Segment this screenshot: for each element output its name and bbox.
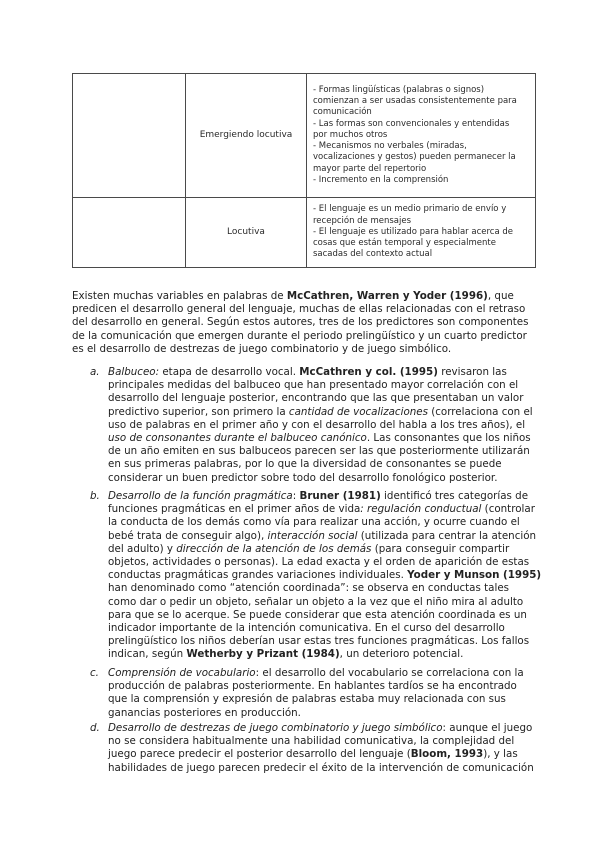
citation: McCathren y col. (1995) (299, 366, 438, 378)
stage-description-cell (307, 198, 536, 268)
stage-name-cell: Emergiendo locutiva (186, 74, 307, 198)
description-line: por muchos otros (313, 129, 388, 140)
list-marker: a. (90, 366, 100, 378)
description-line: mayor parte del repertorio (313, 163, 427, 174)
list-item-body: Comprensión de vocabulario: el desarrollo del vocabulario se correlaciona con la producción de palabras posteriormente. En hablantes tardíos se ha encontrado que la comprensión y expresión de palabras estaba muy relacionada con sus ganancias posteriores en producción. (108, 667, 524, 719)
citation: McCathren, Warren y Yoder (1996) (286, 290, 488, 302)
citation: Wetherby y Prizant (1984) (186, 648, 340, 661)
description-line: - Mecanismos no verbales (miradas, (313, 141, 467, 152)
citation: Bruner (1981) (299, 490, 381, 502)
description-line: - Formas lingüísticas (palabras o signos) (313, 85, 485, 96)
paragraph-line: del desarrollo en general. Según estos autores, tres de los predictores son componentes (72, 316, 529, 329)
description-line: comienzan a ser usadas consistentemente para (313, 96, 517, 107)
description-line: cosas que están temporal y especialmente (313, 238, 496, 249)
stage-description-cell (307, 74, 536, 198)
paragraph-line: de la comunicación que emergen durante el periodo prelingüístico y un cuarto predictor (72, 329, 527, 342)
list-marker: d. (90, 722, 100, 734)
description-line: comunicación (313, 107, 372, 118)
description-line: sacadas del contexto actual (313, 249, 433, 260)
list-item-body: Desarrollo de la función pragmática: Bruner (1981) identificó tres categorías de funciones pragmáticas en el primer años de vida: regulación conductual (controlar la conducta de los demás como vía para realizar una acción, y ocurre cuando el bebé trata de conseguir algo), interacción social (utilizada para centrar la atención del adulto) y dirección de la atención de los demás (para conseguir compartir objetos, actividades o personas). La edad exacta y el orden de aparición de estas conductas pragmáticas grandes variaciones individuales. Yoder y Munson (1995) han denominado como “atención coordinada”: se observa en conductas tales como dar o pedir un objeto, señalar un objeto a la vez que el niño mira al adulto para que se lo acerque. Se puede considerar que esta atención coordinada es un indicador importante de la intención comunicativa. En el curso del desarrollo prelingüístico los niños deberían usar estas tres funciones pragmáticas. Los fallos indican, según Wetherby y Prizant (1984), un deterioro potencial. (108, 490, 542, 661)
description-line: - Incremento en la comprensión (313, 174, 449, 185)
table-row (73, 74, 536, 198)
communication-stages-table (72, 73, 536, 268)
list-item-body: Desarrollo de destrezas de juego combinatorio y juego simbólico: aunque el juego no se considera habitualmente una habilidad comunicativa, la complejidad del juego parece predecir el posterior desarrollo del lenguaje (Bloom, 1993), y las habilidades de juego parecen predecir el éxito de la intervención de comunicación (108, 722, 534, 774)
description-line: - El lenguaje es utilizado para hablar acerca de (313, 226, 513, 237)
description-line: - El lenguaje es un medio primario de envío y (313, 204, 507, 215)
intro-paragraph (72, 290, 542, 356)
description-line: vocalizaciones y gestos) pueden permanecer la (313, 152, 516, 163)
table-cell-empty (73, 74, 186, 198)
list-marker: b. (90, 490, 100, 502)
table-row (73, 198, 536, 268)
citation: Yoder y Munson (1995) (407, 569, 542, 582)
paragraph-line: es el desarrollo de destrezas de juego combinatorio y de juego simbólico. (72, 342, 452, 355)
paragraph-line: predicen el desarrollo general del lenguaje, muchas de ellas relacionadas con el retraso (72, 303, 526, 316)
citation: Bloom, 1993 (410, 748, 484, 761)
stage-name-cell: Locutiva (186, 198, 307, 268)
list-item-body: Balbuceo: etapa de desarrollo vocal. McCathren y col. (1995) revisaron las principales medidas del balbuceo que han presentado mayor correlación con el desarrollo del lenguaje posterior, encontrando que las que presentaban un valor predictivo superior, son primero la cantidad de vocalizaciones (correlaciona con el uso de palabras en el primer año y con el desarrollo del habla a los tres años), el uso de consonantes durante el balbuceo canónico. Las consonantes que los niños de un año emiten en sus balbuceos parecen ser las que posteriormente utilizarán en sus primeras palabras, por lo que la diversidad de consonantes se puede considerar un buen predictor sobre todo del desarrollo fonológico posterior. (108, 366, 533, 484)
description-line: - Las formas son convencionales y entendidas (313, 118, 510, 129)
paragraph-line: Existen muchas variables en palabras de McCathren, Warren y Yoder (1996), que (72, 290, 514, 302)
table-cell-empty (73, 198, 186, 268)
description-line: recepción de mensajes (313, 215, 412, 226)
list-marker: c. (90, 667, 99, 679)
